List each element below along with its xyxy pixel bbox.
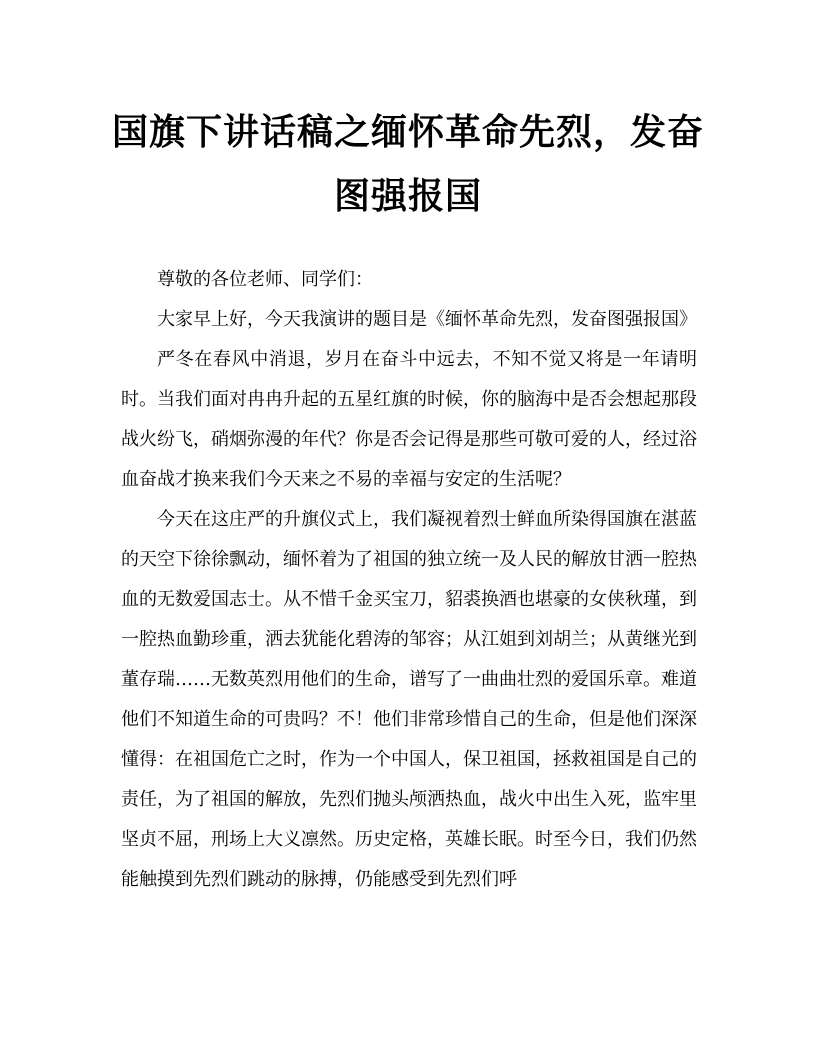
document-title: 国旗下讲话稿之缅怀革命先烈，发奋图强报国: [111, 111, 704, 217]
paragraph-1: 严冬在春风中消退，岁月在奋斗中远去，不知不觉又将是一年请明时。当我们面对冉冉升起的五星红旗的时候，你的脑海中是否会想起那段战火纷飞，硝烟弥漫的年代？你是否会记得是那些可敬可爱的人，经过浴血奋战才换来我们今天来之不易的幸福与安定的生活呢？: [121, 349, 697, 490]
paragraph-salutation: 尊敬的各位老师、同学们：: [157, 269, 373, 290]
paragraph-greeting: 大家早上好，今天我演讲的题目是《缅怀革命先烈，发奋图强报国》: [157, 309, 697, 330]
document-body: [121, 260, 697, 900]
paragraph-2: 今天在这庄严的升旗仪式上，我们凝视着烈士鲜血所染得国旗在湛蓝的天空下徐徐飘动，缅怀着为了祖国的独立统一及人民的解放甘洒一腔热血的无数爱国志士。从不惜千金买宝刀，貂裘换酒也堪豪的女侠秋瑾，到一腔热血勤珍重，洒去犹能化碧涛的邹容；从江姐到刘胡兰；从黄继光到董存瑞……无数英烈用他们的生命，谱写了一曲曲壮烈的爱国乐章。难道他们不知道生命的可贵吗？不！他们非常珍惜自己的生命，但是他们深深懂得：在祖国危亡之时，作为一个中国人，保卫祖国，拯救祖国是自己的责任，为了祖国的解放，先烈们抛头颅洒热血，战火中出生入死，监牢里坚贞不屈，刑场上大义凛然。历史定格，英雄长眠。时至今日，我们仍然能触摸到先烈们跳动的脉搏，仍能感受到先烈们呼: [121, 509, 697, 890]
